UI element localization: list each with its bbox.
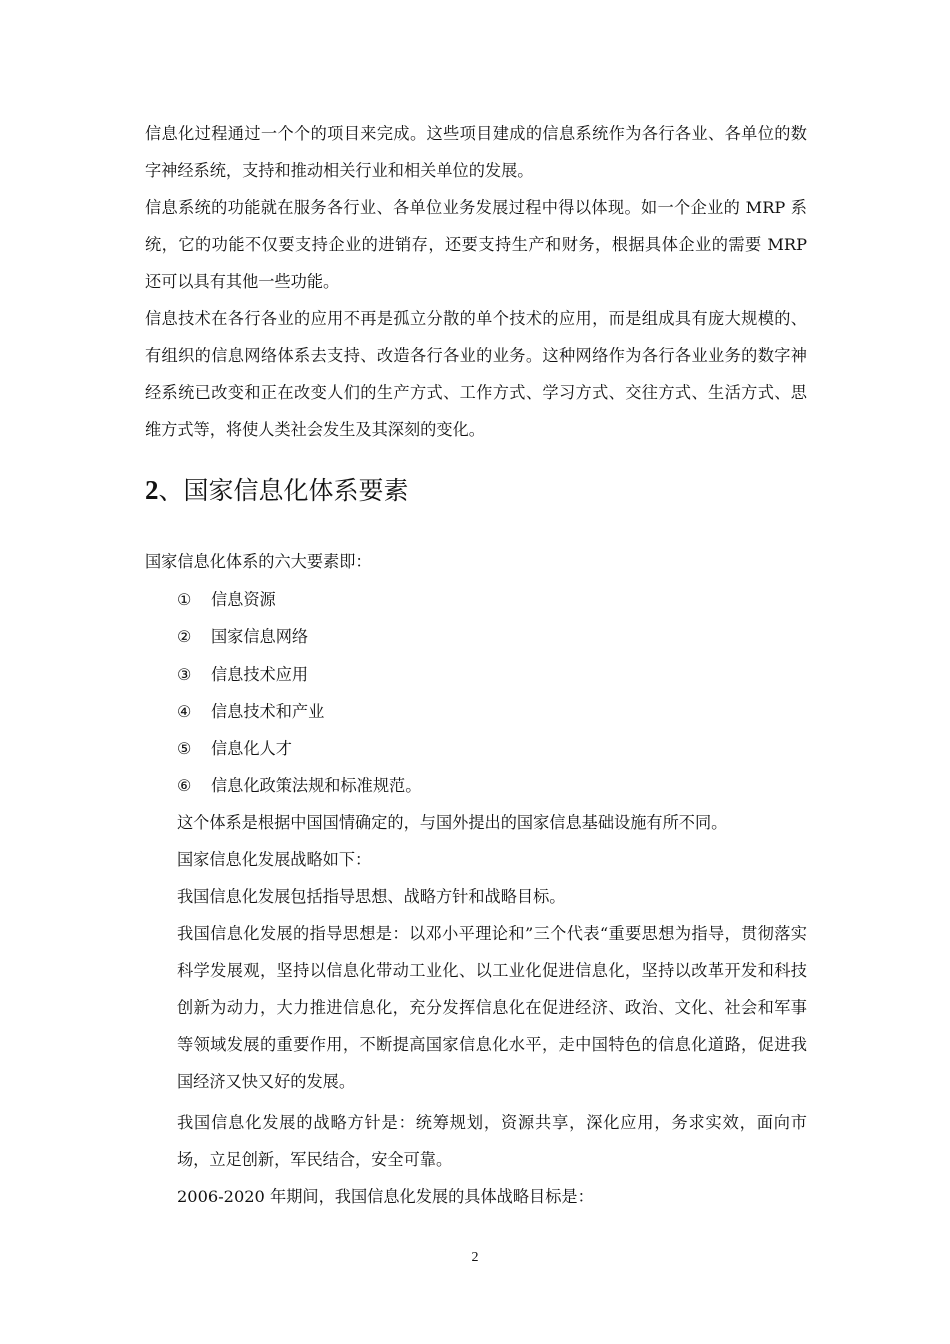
paragraph: 我国信息化发展包括指导思想、战略方针和战略目标。 <box>177 887 566 906</box>
page-number: 2 <box>471 1250 479 1265</box>
list-item-text: 信息技术和产业 <box>211 701 325 721</box>
list-marker: ④ <box>177 701 192 721</box>
paragraph: 这个体系是根据中国国情确定的，与国外提出的国家信息基础设施有所不同。 <box>177 813 728 832</box>
paragraph: 信息系统的功能就在服务各行业、各单位业务发展过程中得以体现。如一个企业的 MRP 系统，它的功能不仅要支持企业的进销存，还要支持生产和财务，根据具体企业的需要 MRP 还可以具有其他一些功能。 <box>145 198 807 291</box>
list-item-text: 信息化政策法规和标准规范。 <box>211 776 422 796</box>
list-item <box>177 656 421 693</box>
list-marker: ① <box>177 590 192 609</box>
paragraph: 我国信息化发展的指导思想是：以邓小平理论和”三个代表“重要思想为指导，贯彻落实科学发展观，坚持以信息化带动工业化、以工业化促进信息化，坚持以改革开发和科技创新为动力，大力推进信息化，充分发挥信息化在促进经济、政治、文化、社会和军事等领域发展的重要作用，不断提高国家信息化水平，走中国特色的信息化道路，促进我国经济又快又好的发展。 <box>177 924 807 1091</box>
list-marker: ③ <box>177 664 192 684</box>
list-marker: ⑤ <box>177 739 192 759</box>
list-item <box>177 618 421 655</box>
list-marker: ⑥ <box>177 776 192 796</box>
elements-list <box>177 581 421 805</box>
list-item <box>177 730 421 767</box>
list-item <box>177 581 421 618</box>
list-item <box>177 767 421 804</box>
list-item-text: 信息化人才 <box>211 739 292 759</box>
section-title: 、国家信息化体系要素 <box>158 476 409 505</box>
paragraph: 信息化过程通过一个个的项目来完成。这些项目建成的信息系统作为各行各业、各单位的数字神经系统，支持和推动相关行业和相关单位的发展。 <box>145 124 807 180</box>
paragraph: 2006-2020 年期间，我国信息化发展的具体战略目标是： <box>177 1187 594 1206</box>
section-number: 2 <box>145 475 159 505</box>
list-item-text: 国家信息网络 <box>211 627 309 647</box>
section-heading <box>145 470 409 511</box>
list-intro: 国家信息化体系的六大要素即： <box>145 552 372 571</box>
list-marker: ② <box>177 627 192 647</box>
paragraph: 我国信息化发展的战略方针是：统筹规划，资源共享，深化应用，务求实效，面向市场，立足创新，军民结合，安全可靠。 <box>177 1113 807 1169</box>
paragraph: 信息技术在各行各业的应用不再是孤立分散的单个技术的应用，而是组成具有庞大规模的、有组织的信息网络体系去支持、改造各行各业的业务。这种网络作为各行各业业务的数字神经系统已改变和正在改变人们的生产方式、工作方式、学习方式、交往方式、生活方式、思维方式等，将使人类社会发生及其深刻的变化。 <box>145 309 807 439</box>
list-item-text: 信息资源 <box>211 590 276 609</box>
list-item-text: 信息技术应用 <box>211 664 309 684</box>
list-item <box>177 693 421 730</box>
paragraph: 国家信息化发展战略如下： <box>177 850 372 869</box>
